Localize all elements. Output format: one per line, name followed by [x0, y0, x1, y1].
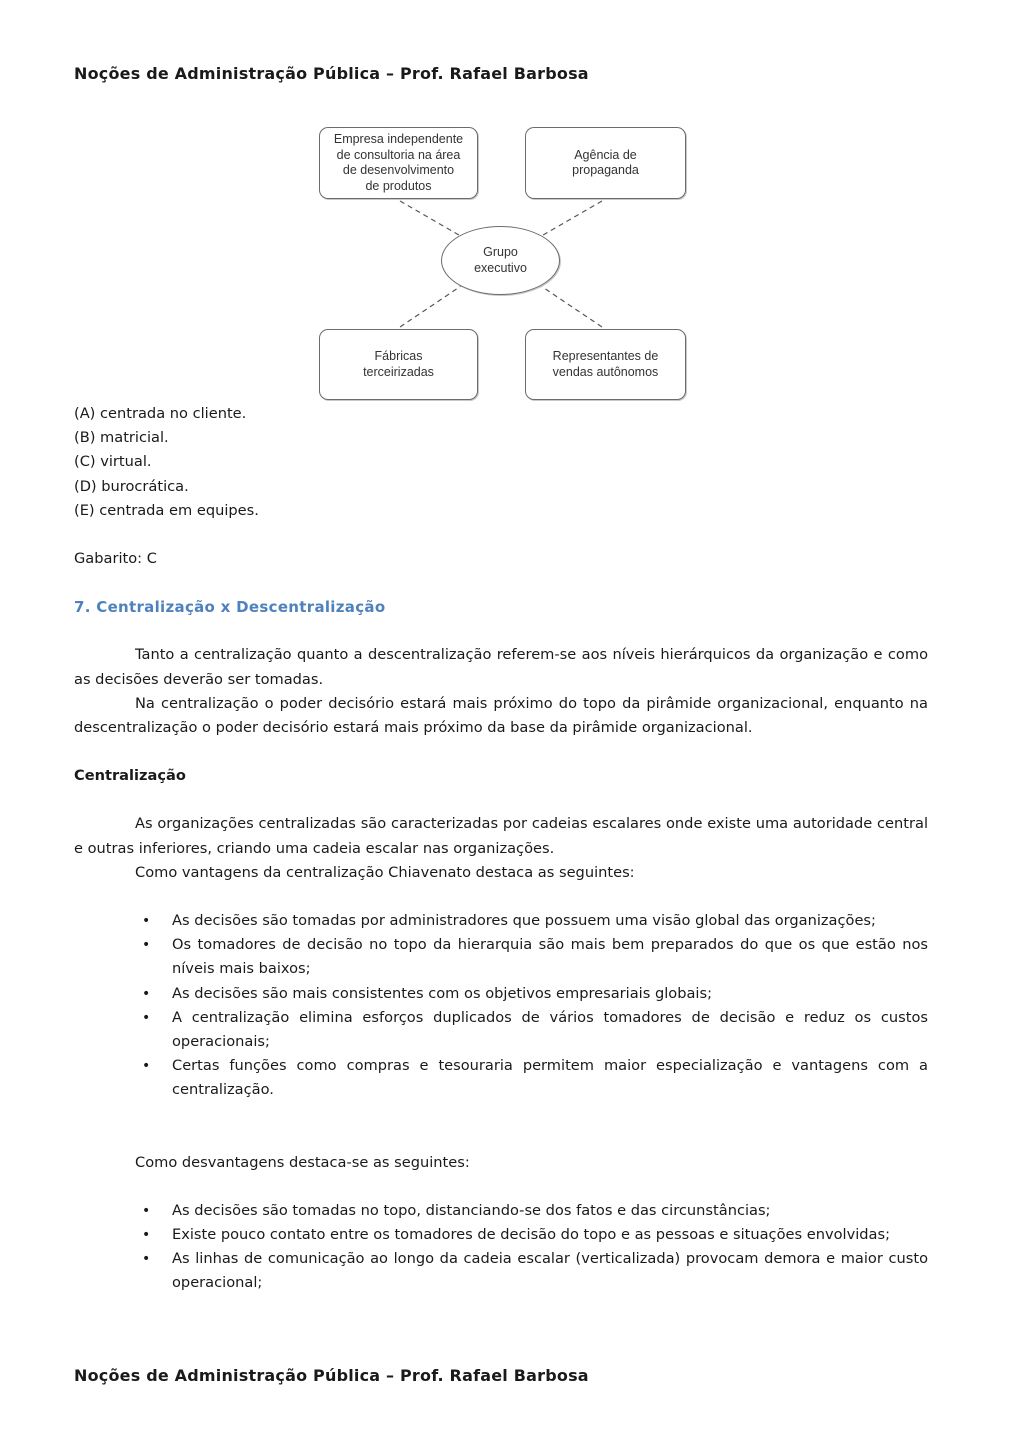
bullet-icon: •: [142, 1202, 151, 1219]
option-e: (E) centrada em equipes.: [74, 501, 259, 519]
option-d: (D) burocrática.: [74, 477, 189, 495]
connector-bottom-left: [400, 284, 464, 327]
bullet-icon: •: [142, 1009, 151, 1026]
connector-top-left: [400, 201, 464, 238]
list-item: • Os tomadores de decisão no topo da hierarquia são mais bem preparados do que os que estão nos níveis mais baixos;: [136, 933, 928, 981]
paragraph: Como vantagens da centralização Chiavenato destaca as seguintes:: [135, 863, 635, 881]
connector-top-right: [538, 201, 602, 238]
list-item: • As decisões são tomadas no topo, distanciando-se dos fatos e das circunstâncias;: [136, 1199, 928, 1223]
bullet-icon: •: [142, 1227, 151, 1244]
node-grupo-executivo: Grupo executivo: [441, 226, 560, 295]
bullet-icon: •: [142, 937, 151, 954]
page-footer: Noções de Administração Pública – Prof. Rafael Barbosa: [74, 1366, 589, 1385]
answer-options: [74, 402, 928, 523]
advantages-list: [74, 909, 928, 1103]
list-item: • As decisões são mais consistentes com os objetivos empresariais globais;: [136, 982, 928, 1006]
answer-key: Gabarito: C: [74, 550, 157, 568]
disadvantages-list: [74, 1199, 928, 1296]
page-header: Noções de Administração Pública – Prof. Rafael Barbosa: [74, 64, 589, 83]
connector-bottom-right: [538, 284, 602, 327]
network-organization-diagram: [312, 120, 692, 410]
page-content: [74, 402, 928, 1296]
paragraph: As organizações centralizadas são caracterizadas por cadeias escalares onde existe uma autoridade central e outras inferiores, criando uma cadeia escalar nas organizações.: [74, 815, 928, 857]
node-fabricas-terceirizadas: Fábricas terceirizadas: [319, 329, 478, 400]
option-b: (B) matricial.: [74, 429, 169, 447]
list-item: • Existe pouco contato entre os tomadores de decisão do topo e as pessoas e situações envolvidas;: [136, 1223, 928, 1247]
node-consultoria: Empresa independente de consultoria na área de desenvolvimento de produtos: [319, 127, 478, 199]
section-title: 7. Centralização x Descentralização: [74, 598, 386, 617]
list-item: • Certas funções como compras e tesouraria permitem maior especialização e vantagens com a centralização.: [136, 1054, 928, 1102]
list-item: • As linhas de comunicação ao longo da cadeia escalar (verticalizada) provocam demora e maior custo operacional;: [136, 1247, 928, 1295]
list-item: • A centralização elimina esforços duplicados de vários tomadores de decisão e reduz os custos operacionais;: [136, 1006, 928, 1054]
node-representantes-vendas: Representantes de vendas autônomos: [525, 329, 686, 400]
bullet-icon: •: [142, 985, 151, 1002]
bullet-icon: •: [142, 1251, 151, 1268]
option-c: (C) virtual.: [74, 453, 152, 471]
list-item: • As decisões são tomadas por administradores que possuem uma visão global das organizações;: [136, 909, 928, 933]
paragraph: Na centralização o poder decisório estará mais próximo do topo da pirâmide organizacional, enquanto na descentralização o poder decisório estará mais próximo da base da pirâmide organizacional.: [74, 694, 928, 737]
subsection-title: Centralização: [74, 767, 186, 785]
bullet-icon: •: [142, 913, 151, 930]
paragraph: Como desvantagens destaca-se as seguintes:: [135, 1153, 470, 1171]
option-a: (A) centrada no cliente.: [74, 405, 247, 422]
bullet-icon: •: [142, 1058, 151, 1075]
paragraph: Tanto a centralização quanto a descentralização referem-se aos níveis hierárquicos da organização e como as decisões deverão ser tomadas.: [74, 646, 928, 688]
node-agencia-propaganda: Agência de propaganda: [525, 127, 686, 199]
